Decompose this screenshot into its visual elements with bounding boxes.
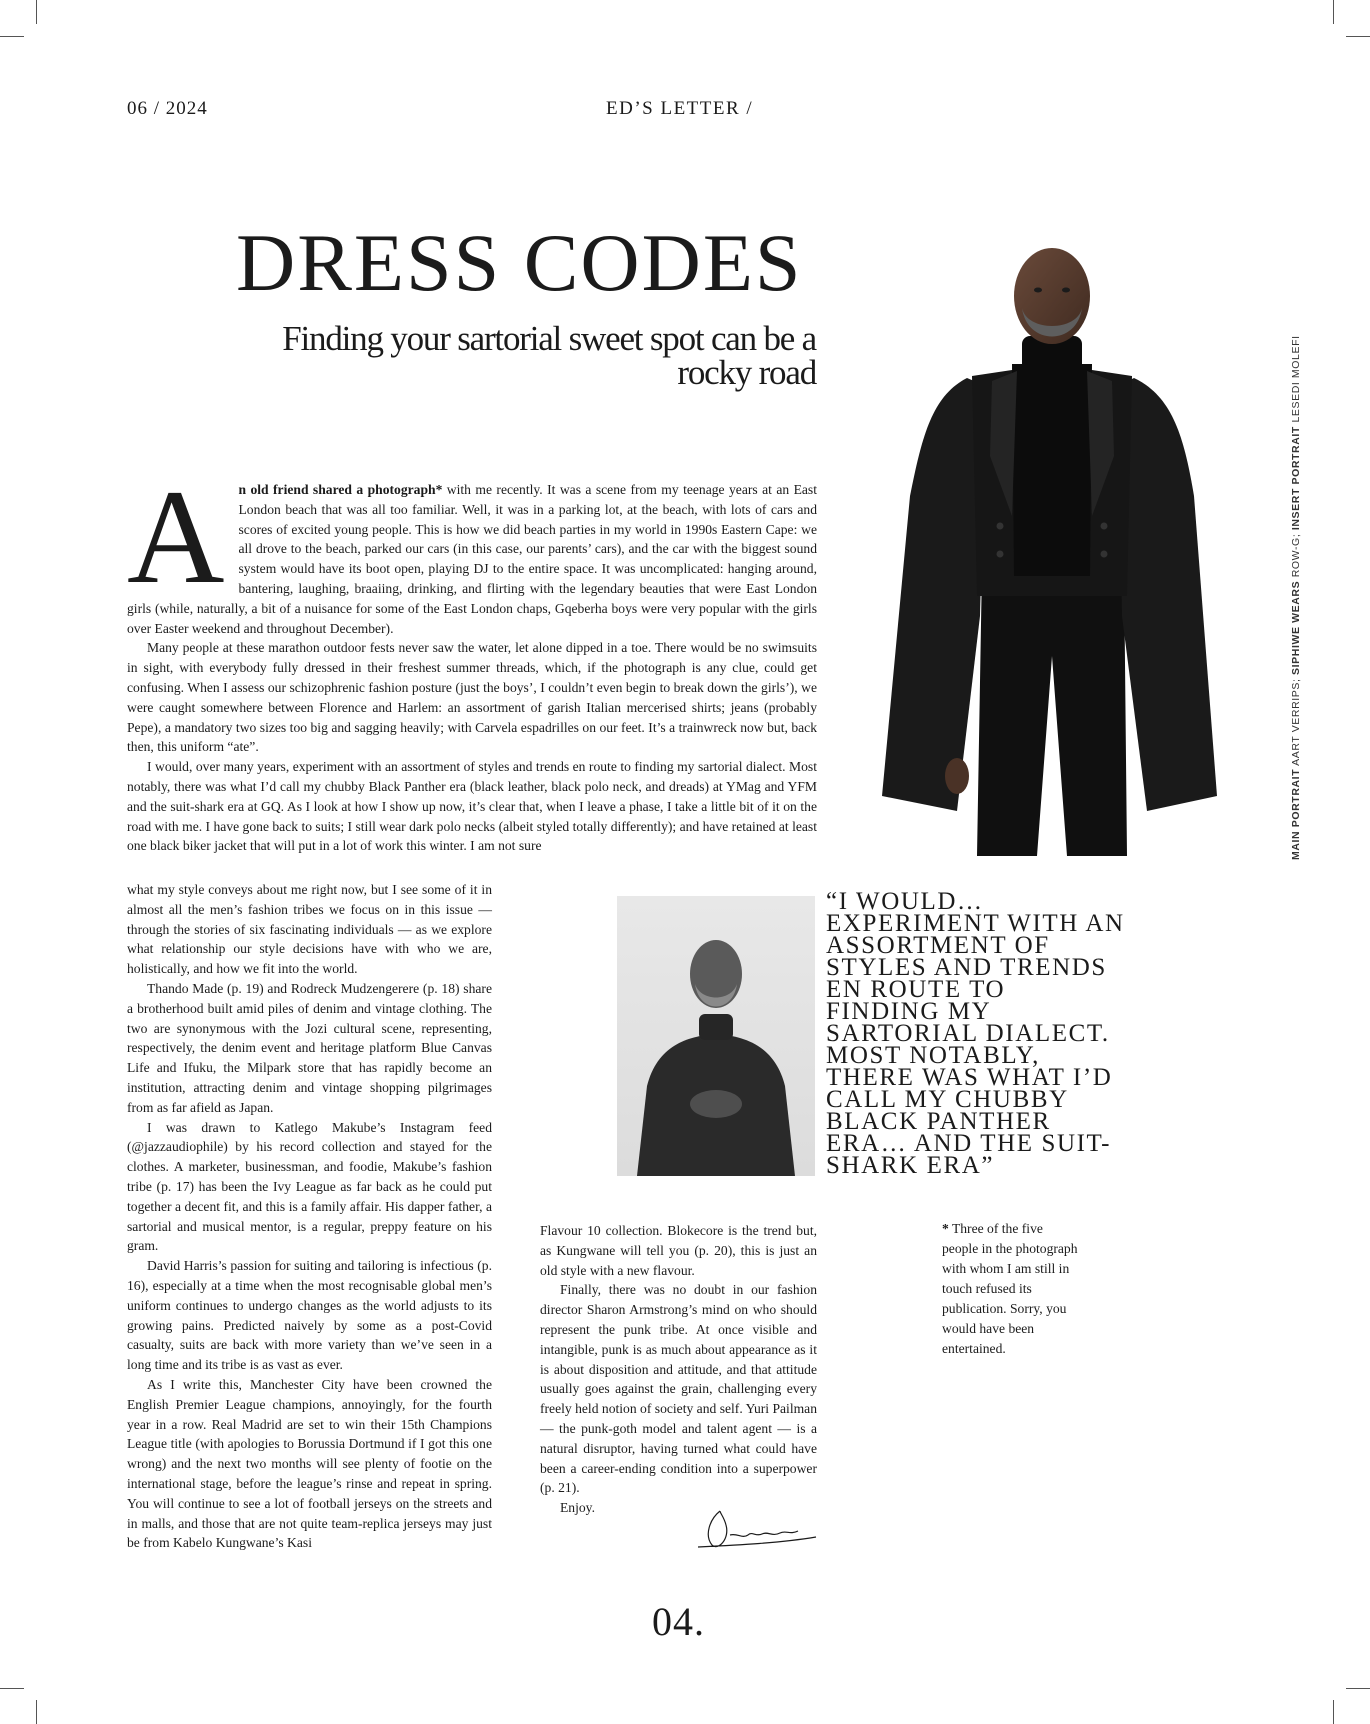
body-paragraph: Finally, there was no doubt in our fashion director Sharon Armstrong’s mind on who should represent the punk tribe. At once visible and intangible, punk is as much about appearance as it is about disposition and attitude, and that attitude usually goes against the grain, challenging every freely held notion of society and self. Yuri Pailman — the punk-goth model and talent agent — is a natural disruptor, having turned what could have been a career-ending condition into a superpower (p. 21). [540, 1282, 817, 1496]
credit-insert-value: LESEDI MOLEFI [1290, 335, 1302, 427]
issue-date: 06 / 2024 [127, 98, 208, 119]
body-paragraph: I was drawn to Katlego Makube’s Instagram feed (@jazzaudiophile) by his record collection and stayed for the clothes. A marketer, businessman, and foodie, Makube’s fashion tribe (p. 17) has been the Ivy League as far back as he could put together a decent fit, and this is a family affair. His dapper father, a sartorial and musical mentor, is a regular, preppy feature on his gram. [127, 1119, 492, 1254]
editor-signature [690, 1505, 820, 1551]
body-paragraph: n old friend shared a photograph* with me recently. It was a scene from my teenage years at an East London beach that was all too familiar. Well, it was in a parking lot, at the beach, with lots of cars and scores of excited young people. This is how we did beach parties in my world in 1990s Eastern Cape: we all drove to the beach, parked our cars (in this case, our parents’ cars), and the car with the biggest sound system would have its boot open, playing DJ to the entire space. It was uncomplicated: hanging around, bantering, laughing, braaiing, drinking, and flirting with the legendary beauties that were East London girls (while, naturally, a bit of a nuisance for some of the East London chaps, Gqeberha boys were very popular with the girls over Easter weekend and throughout December). [127, 482, 817, 636]
article-title: DRESS CODES [236, 217, 803, 308]
page-number: 04. [652, 1599, 705, 1644]
photo-credits [1290, 335, 1302, 860]
body-paragraph: David Harris’s passion for suiting and tailoring is infectious (p. 16), especially at a time when the most recognisable global men’s uniform continues to undergo changes as the world adjusts to its growing pains. Predicted naively by some as a post-Covid casualty, suits are back with more variety than we’ve seen in a long time and its tribe is as vast as ever. [127, 1258, 492, 1373]
crop-mark [1333, 0, 1334, 24]
insert-portrait-figure [617, 896, 815, 1176]
body-paragraph: what my style conveys about me right now, but I see some of it in almost all the men’s fashion tribes we focus on in this issue — through the stories of six fascinating individuals — as we explore what relationship our style decisions have with who we are, holistically, and how we fit into the world. [127, 882, 492, 977]
main-portrait-figure [862, 236, 1240, 856]
body-paragraph: I would, over many years, experiment with an assortment of styles and trends en route to finding my sartorial dialect. Most notably, there was what I’d call my chubby Black Panther era (black leather, black polo neck, and dreads) at YMag and YFM and the suit-shark era at GQ. As I look at how I show up now, it’s clear that, when I leave a phase, I take a little bit of it on the road with me. I have gone back to suits; I still wear dark polo necks (albeit styled totally differently); and have retained at least one black biker jacket that will put in a lot of work this winter. I am not sure [127, 759, 817, 854]
lead-in: n old friend shared a photograph* [238, 482, 443, 497]
credit-insert-label: INSERT PORTRAIT [1290, 426, 1302, 531]
footnote-mark: * [942, 1221, 949, 1236]
credit-wears-value: ROW-G; [1290, 530, 1302, 581]
body-paragraph: Many people at these marathon outdoor fests never saw the water, let alone dipped in a toe. There would be no swimsuits in sight, with everybody fully dressed in their freshest summer threads, which, if the photograph is any clue, could get confusing. When I assess our schizophrenic fashion posture (just the boys’, I couldn’t even begin to break down the girls’), we were caught somewhere between Florence and Harlem: an assortment of garish Italian mercerised shirts; jeans (probably Pepe), a mandatory two sizes too big and sagging heavily; with Carvela espadrilles on our feet. It’s a trainwreck now but, back then, this uniform “ate”. [127, 640, 817, 755]
credit-main-label: MAIN PORTRAIT [1290, 768, 1302, 860]
article-subtitle: Finding your sartorial sweet spot can be a rocky road [282, 319, 816, 392]
crop-mark [36, 0, 37, 24]
crop-mark [0, 1688, 24, 1689]
crop-mark [0, 36, 24, 37]
credit-wears-label: SIPHIWE WEARS [1290, 580, 1302, 675]
body-paragraph: As I write this, Manchester City have been crowned the English Premier League champions, annoyingly, for the fourth year in a row. Real Madrid are set to win their 15th Champions League title (with apologies to Borussia Dortmund if I got this one wrong) and the next two months will see plenty of footie on the international stage, before the league’s rinse and repeat in spring. You will continue to see a lot of football jerseys on the streets and in malls, and those that are not quite team-replica jerseys may just be from Kabelo Kungwane’s Kasi [127, 1376, 492, 1551]
main-portrait [862, 236, 1240, 856]
article-body-middle [540, 1221, 817, 1518]
signature-scribble [690, 1505, 820, 1551]
pull-quote: “I WOULD… EXPERIMENT WITH AN ASSORTMENT OF STYLES AND TRENDS EN ROUTE TO FINDING MY SARTORIAL DIALECT. MOST NOTABLY, THERE WAS WHAT I’D CALL MY CHUBBY BLACK PANTHER ERA… AND THE SUIT-SHARK ERA” [826, 888, 1125, 1179]
drop-cap: A [127, 463, 225, 612]
crop-mark [1333, 1700, 1334, 1724]
footnote-text: Three of the five people in the photograph with whom I am still in touch refused its publication. Sorry, you would have been entertained. [942, 1221, 1078, 1356]
article-body-left [127, 880, 492, 1553]
article-body-top [127, 463, 817, 856]
body-paragraph: Enjoy. [560, 1500, 595, 1516]
insert-portrait [617, 896, 815, 1176]
footnote [942, 1219, 1082, 1359]
body-paragraph: Thando Made (p. 19) and Rodreck Mudzengerere (p. 18) share a brotherhood built amid piles of denim and vintage clothing. The two are synonymous with the Jozi cultural scene, representing, respectively, the denim event and heritage platform Blue Canvas Life and Ifuku, the Milpark store that has rapidly become an institution, attracting denim and vintage shopping pilgrimages from as far afield as Japan. [127, 980, 492, 1115]
crop-mark [1346, 1688, 1370, 1689]
body-paragraph: Flavour 10 collection. Blokecore is the trend but, as Kungwane will tell you (p. 20), this is just an old style with a new flavour. [540, 1223, 817, 1278]
section-label: ED’S LETTER / [606, 98, 754, 119]
credit-main-value: AART VERRIPS; [1290, 674, 1302, 769]
crop-mark [1346, 36, 1370, 37]
crop-mark [36, 1700, 37, 1724]
